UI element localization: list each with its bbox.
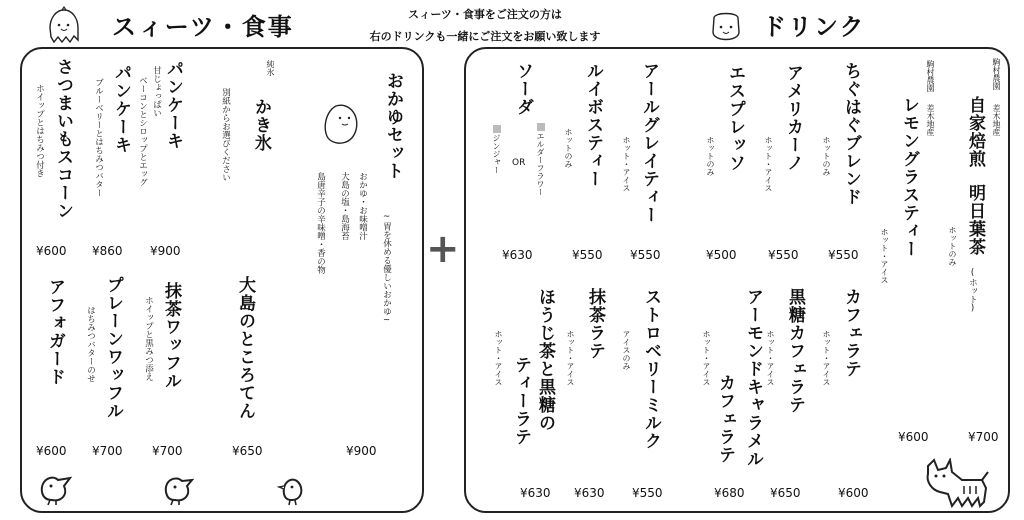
tea-price: ¥700	[968, 430, 999, 444]
scone-price: ¥600	[36, 244, 67, 258]
chick-icon	[276, 472, 310, 506]
chick-icon	[36, 470, 78, 506]
affogato-price: ¥600	[36, 444, 67, 458]
soda-option-elderflower: エルダーフラワー	[536, 132, 545, 196]
spirit-doodle-icon	[318, 100, 364, 150]
americano-name: アメリカーノ	[783, 64, 803, 172]
matcha-latte-name: 抹茶ラテ	[585, 288, 605, 360]
matcha-latte-temp: ホット・アイス	[566, 330, 575, 386]
chick-icon	[160, 472, 200, 506]
scone-name: さつまいもスコーン	[53, 58, 73, 220]
lemongrass-name: レモングラスティー	[899, 96, 919, 258]
matcha-latte-price: ¥630	[574, 486, 605, 500]
cafelatte-temp: ホット・アイス	[822, 330, 831, 386]
soda-option-ginger: ジンジャー	[492, 134, 501, 174]
okayu-desc-3: 島唐辛子の辛味噌・香の物	[315, 172, 326, 274]
hojicha-latte-temp: ホット・アイス	[494, 330, 503, 386]
pancake-blueberry-sub: ブルーベリーとはちみつバター	[93, 78, 104, 197]
tokoroten-price: ¥650	[232, 444, 263, 458]
okayu-desc-2: 大島の塩・島海苔	[339, 172, 350, 240]
espresso-price: ¥500	[706, 248, 737, 262]
cafelatte-price: ¥600	[838, 486, 869, 500]
lemongrass-price: ¥600	[898, 430, 929, 444]
soda-price: ¥630	[502, 248, 533, 262]
kakigori-name: かき氷	[251, 98, 271, 152]
rooibos-temp: ホットのみ	[564, 128, 573, 168]
americano-temp: ホット・アイス	[764, 136, 773, 192]
tokoroten-name: 大島のところてん	[235, 276, 255, 420]
affogato-name: アフォガード	[45, 278, 65, 386]
tea-maker: 駒村農園	[992, 58, 1001, 90]
plain-waffle-sub: はちみつバターのせ	[85, 306, 96, 383]
tea-maker-area: 差木地産	[992, 104, 1001, 136]
lemongrass-maker: 駒村農園	[926, 60, 935, 92]
blend-price: ¥550	[828, 248, 859, 262]
espresso-temp: ホットのみ	[706, 136, 715, 176]
hojicha-latte-name-2: ティーラテ	[511, 356, 531, 446]
blend-name: ちぐはぐブレンド	[841, 62, 861, 206]
earlgrey-name: アールグレイティー	[639, 62, 659, 224]
kokuto-latte-temp: ホット・アイス	[766, 330, 775, 386]
dog-doodle-icon	[920, 458, 992, 510]
pancake-savory-name: パンケーキ	[163, 60, 183, 150]
lemongrass-maker-area: 差木地産	[926, 104, 935, 136]
matcha-waffle-name: 抹茶ワッフル	[161, 282, 181, 390]
drink-title: ドリンク	[762, 13, 866, 41]
almond-caramel-price: ¥680	[714, 486, 745, 500]
order-note-line1: スィーツ・食事をご注文の方は	[408, 8, 562, 21]
almond-caramel-name-2: カフェラテ	[715, 374, 735, 464]
matcha-waffle-sub: ホイップと黒みつ添え	[143, 296, 154, 381]
kakigori-subtitle: 別紙からお選びください	[220, 88, 231, 182]
tea-name-1: 自家焙煎	[965, 96, 985, 168]
rooibos-name: ルイボスティー	[583, 62, 603, 188]
okayu-desc-1: おかゆ・お味噌汁	[357, 172, 368, 240]
kakigori-prefix: 純氷	[266, 60, 275, 76]
okayu-set-name: おかゆセット	[383, 72, 403, 180]
plain-waffle-name: プレーンワッフル	[103, 276, 123, 420]
lemongrass-temp: ホット・アイス	[880, 228, 889, 284]
tea-temp: ホットのみ	[948, 226, 957, 266]
tea-sub: (ホット)	[967, 268, 978, 314]
plain-waffle-price: ¥700	[92, 444, 123, 458]
almond-caramel-name-1: アーモンドキャラメル	[743, 288, 763, 468]
strawberry-milk-temp: アイスのみ	[622, 330, 631, 370]
rooibos-price: ¥550	[572, 248, 603, 262]
hojicha-latte-name-1: ほうじ茶と黒糖の	[535, 288, 555, 432]
soda-or: OR	[512, 158, 526, 168]
order-note-line2: 右のドリンクも一緒にご注文をお願い致します	[369, 30, 601, 43]
okayu-price: ¥900	[346, 444, 377, 458]
earlgrey-price: ¥550	[630, 248, 661, 262]
espresso-name: エスプレッソ	[725, 64, 745, 172]
ghost-mascot-icon	[44, 6, 84, 48]
round-face-icon	[706, 6, 746, 46]
pancake-savory-price: ¥900	[150, 244, 181, 258]
pancake-blueberry-name: パンケーキ	[111, 64, 131, 154]
pancake-savory-sub1: 甘じょっぱい	[151, 66, 162, 117]
matcha-waffle-price: ¥700	[152, 444, 183, 458]
blend-temp: ホットのみ	[822, 136, 831, 176]
cafelatte-name: カフェラテ	[841, 288, 861, 378]
kokuto-latte-name: 黒糖カフェラテ	[785, 288, 805, 414]
soda-name: ソーダ	[513, 62, 533, 116]
almond-caramel-temp: ホット・アイス	[702, 330, 711, 386]
hojicha-latte-price: ¥630	[520, 486, 551, 500]
earlgrey-temp: ホット・アイス	[622, 136, 631, 192]
americano-price: ¥550	[768, 248, 799, 262]
strawberry-milk-name: ストロベリーミルク	[641, 288, 661, 450]
kokuto-latte-price: ¥650	[770, 486, 801, 500]
pancake-savory-sub2: ベーコンとシロップとエッグ	[137, 76, 148, 187]
plus-sign: +	[426, 226, 460, 272]
okayu-subtitle: ~胃を休める優しいおかゆ~	[381, 212, 392, 326]
pancake-blueberry-price: ¥860	[92, 244, 123, 258]
sweets-title: スィーツ・食事	[112, 13, 294, 41]
strawberry-milk-price: ¥550	[632, 486, 663, 500]
tea-name-2: 明日葉茶	[965, 184, 985, 256]
scone-sub: ホイップとはちみつ付き	[34, 84, 45, 178]
